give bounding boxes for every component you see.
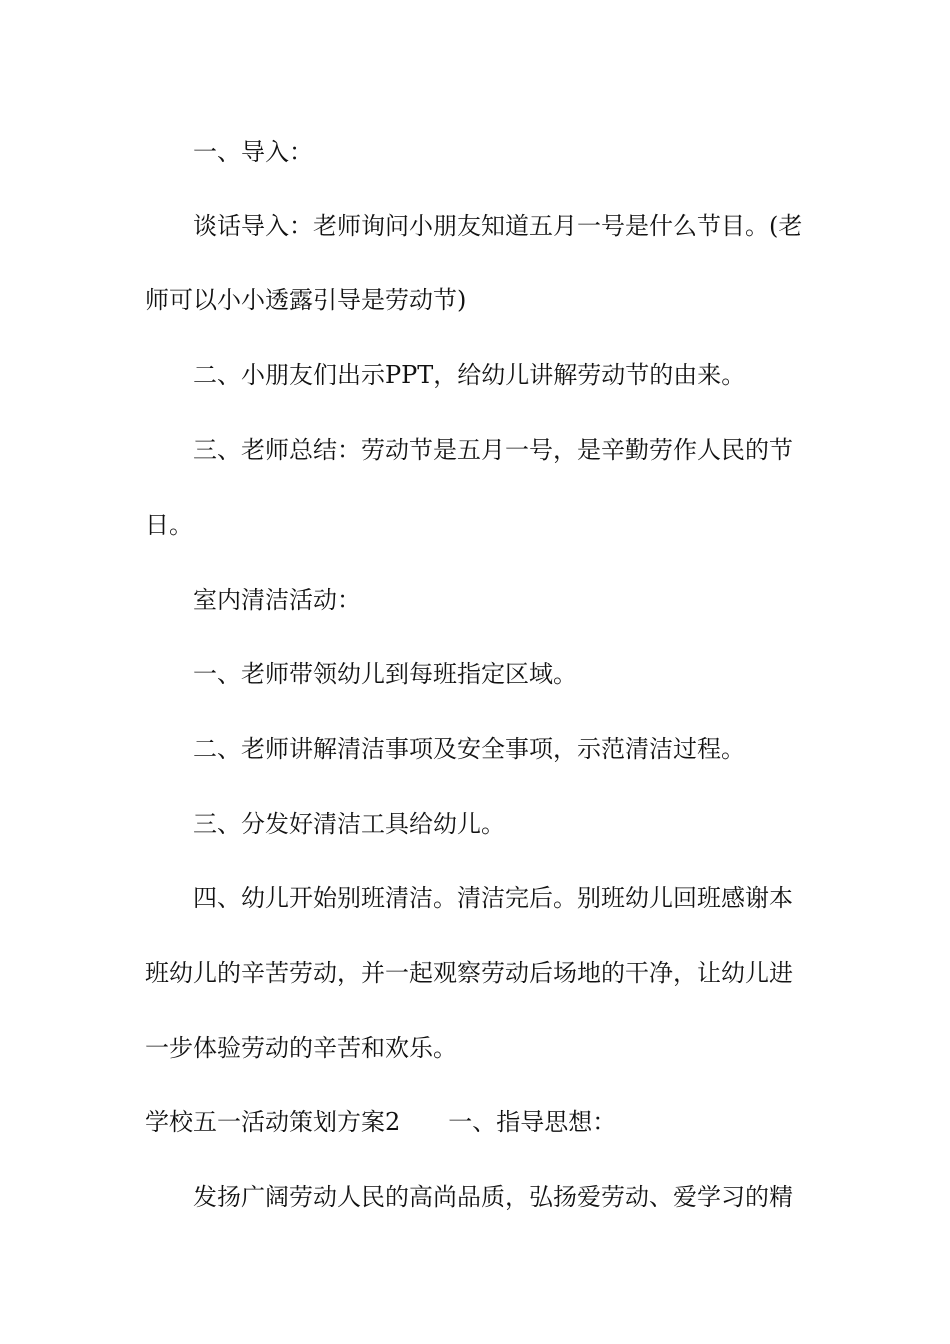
paragraph-line: 日。 xyxy=(145,511,193,539)
paragraph-line: 一步体验劳动的辛苦和欢乐。 xyxy=(145,1034,457,1062)
paragraph-line: 二、老师讲解清洁事项及安全事项，示范清洁过程。 xyxy=(193,735,745,763)
paragraph-line: 发扬广阔劳动人民的高尚品质，弘扬爱劳动、爱学习的精 xyxy=(193,1183,793,1211)
paragraph-line: 三、老师总结：劳动节是五月一号，是辛勤劳作人民的节 xyxy=(193,436,793,464)
paragraph-line: 四、幼儿开始别班清洁。清洁完后。别班幼儿回班感谢本 xyxy=(193,884,793,912)
paragraph-line: 谈话导入：老师询问小朋友知道五月一号是什么节目。(老 xyxy=(193,212,803,240)
section-title-plan-2: 学校五一活动策划方案2 一、指导思想： xyxy=(145,1108,617,1136)
section-heading-cleaning: 室内清洁活动： xyxy=(193,586,361,614)
paragraph-line: 三、分发好清洁工具给幼儿。 xyxy=(193,810,505,838)
paragraph-line: 班幼儿的辛苦劳动，并一起观察劳动后场地的干净，让幼儿进 xyxy=(145,959,793,987)
paragraph-line: 师可以小小透露引导是劳动节) xyxy=(145,286,467,314)
paragraph-line: 一、老师带领幼儿到每班指定区域。 xyxy=(193,660,577,688)
section-heading-intro: 一、导入： xyxy=(193,138,313,166)
paragraph-line: 二、小朋友们出示PPT，给幼儿讲解劳动节的由来。 xyxy=(193,361,746,389)
